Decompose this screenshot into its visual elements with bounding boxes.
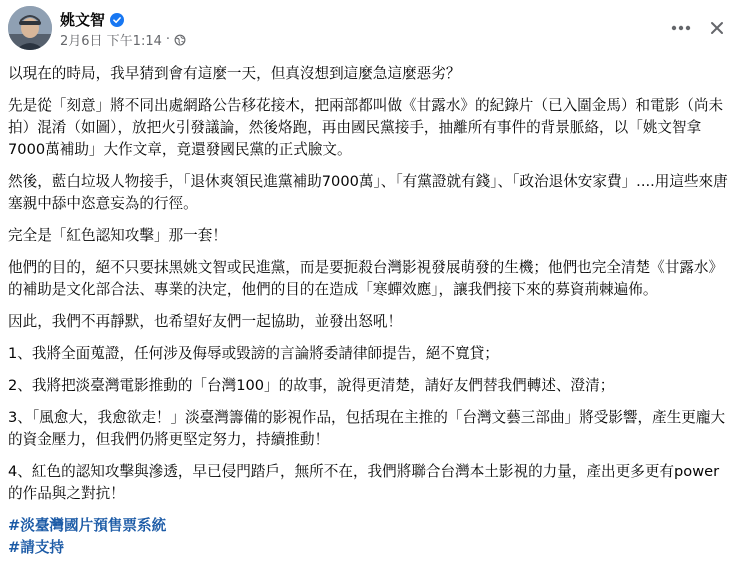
more-options-icon xyxy=(671,25,691,31)
post-paragraph: 2、我將把淡臺灣電影推動的「台灣100」的故事，說得更清楚，請好友們替我們轉述、澄清； xyxy=(8,377,615,394)
post-paragraph: 完全是「紅色認知攻擊」那一套！ xyxy=(8,227,227,244)
close-button[interactable] xyxy=(703,14,731,42)
avatar-photo xyxy=(8,6,52,50)
post-paragraph: 先是從「刻意」將不同出處網路公告移花接木，把兩部都叫做《甘露水》的紀錄片（已入圍金馬）和電影（尚未拍）混淆（如圖），放把火引發議論，然後烙跑，再由國民黨接手，抽離所有事件的背景脈絡，以「姚文智拿7000萬補助」大作文章，竟還發國民黨的正式臉文。 xyxy=(8,97,724,158)
post-paragraph: 然後，藍白垃圾人物接手，「退休爽領民進黨補助7000萬」、「有黨證就有錢」、「政治退休安家費」....用這些來唐塞親中舔中恣意妄為的行徑。 xyxy=(8,173,728,212)
globe-icon[interactable] xyxy=(174,34,186,46)
hashtag-link[interactable]: #請支持 xyxy=(8,539,65,556)
post-timestamp[interactable]: 2月6日 下午1:14 xyxy=(60,34,162,49)
post-body xyxy=(8,63,732,559)
post-header xyxy=(8,6,735,52)
author-name[interactable]: 姚文智 xyxy=(60,11,106,29)
post-paragraph: 他們的目的，絕不只要抹黑姚文智或民進黨，而是要扼殺台灣影視發展萌發的生機；他們也完全清楚《甘露水》的補助是文化部合法、專業的決定，他們的目的在造成「寒蟬效應」，讓我們接下來的募資荊棘遍佈。 xyxy=(8,259,724,298)
verified-badge-icon xyxy=(110,13,124,27)
post-paragraph: 4、紅色的認知攻擊與滲透，早已侵門踏戶，無所不在，我們將聯合台灣本土影視的力量，產出更多更有power的作品與之對抗！ xyxy=(8,463,720,502)
close-icon xyxy=(710,21,724,35)
author-line xyxy=(60,9,124,30)
post-paragraph: 3、「風愈大，我愈欲走！」淡臺灣籌備的影視作品，包括現在主推的「台灣文藝三部曲」將受影響，產生更龐大的資金壓力，但我們仍將更堅定努力，持續推動！ xyxy=(8,409,726,448)
meta-separator: · xyxy=(165,32,171,47)
post-paragraph: 因此，我們不再靜默，也希望好友們一起協助，並發出怒吼！ xyxy=(8,313,403,330)
post-paragraph: 以現在的時局，我早猜到會有這麼一天，但真沒想到這麼急這麼惡劣？ xyxy=(8,65,461,82)
more-options-button[interactable] xyxy=(667,14,695,42)
post-meta xyxy=(60,30,186,49)
post-paragraph: 1、我將全面蒐證，任何涉及侮辱或毀謗的言論將委請律師提告，絕不寬貸； xyxy=(8,345,499,362)
avatar[interactable] xyxy=(8,6,52,50)
hashtag-link[interactable]: #淡臺灣國片預售票系統 xyxy=(8,517,167,534)
